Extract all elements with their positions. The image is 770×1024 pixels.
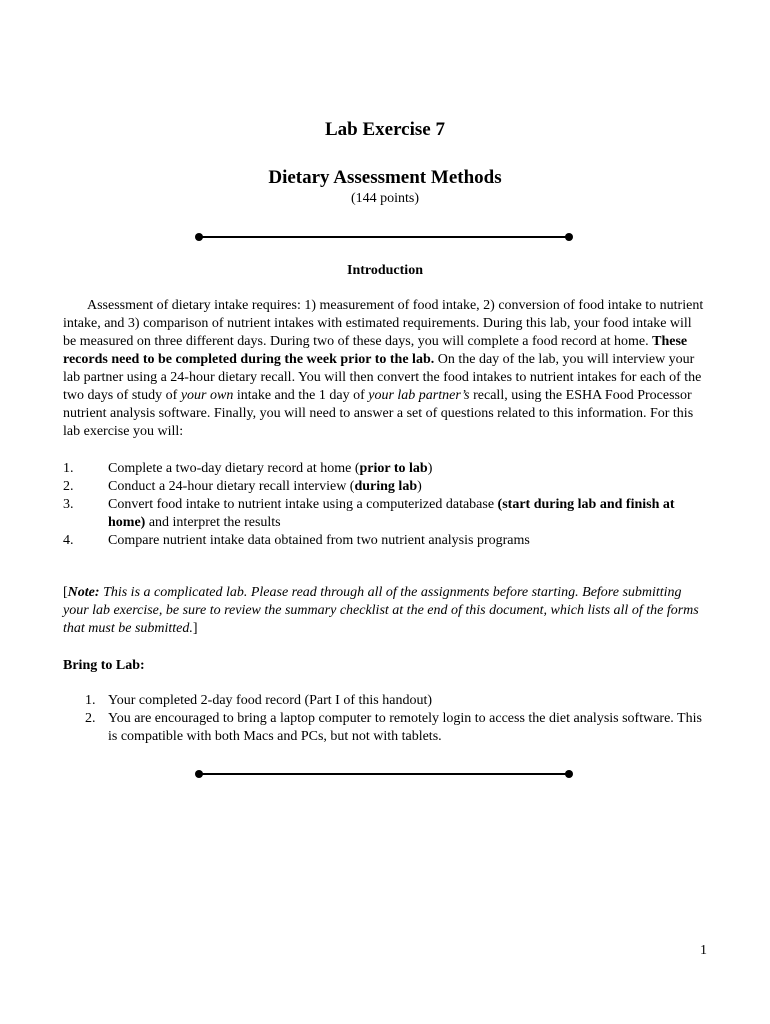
task-item <box>63 460 708 478</box>
note-open-bracket: [ <box>63 585 68 600</box>
intro-text-1: Assessment of dietary intake requires: 1) measurement of food intake, 2) conversion of food intake to nutrient intake, and 3) comparison of nutrient intakes with estimated requirements. During this lab, your food intake will be measured on three different days. During two of these days, you will complete a food record at home. <box>63 298 704 349</box>
intro-text-4: recall, using the ESHA Food Processor nutrient analysis software. Finally, you will need to answer a set of questions related to this information. For this lab exercise you will: <box>63 388 694 439</box>
document-title: Dietary Assessment Methods <box>268 167 502 188</box>
bring-to-lab-heading: Bring to Lab: <box>63 658 145 673</box>
task-after: ) <box>417 479 422 494</box>
task-bold: (start during lab and finish at home) <box>108 497 675 530</box>
bottom-divider <box>195 769 573 779</box>
note-paragraph <box>63 584 708 638</box>
bring-to-lab-list <box>63 692 708 746</box>
task-number: 3. <box>63 497 74 512</box>
task-item <box>63 478 708 496</box>
divider-dot-right <box>565 770 573 778</box>
intro-italic-own: your own <box>180 388 234 403</box>
page-number: 1 <box>700 943 707 958</box>
task-item <box>63 496 708 532</box>
task-bold: prior to lab <box>359 461 428 476</box>
points-subtitle: (144 points) <box>350 191 420 206</box>
note-label: Note: <box>67 585 100 600</box>
lab-title: Lab Exercise 7 <box>325 119 445 140</box>
task-text: Conduct a 24-hour dietary recall interview ( <box>108 479 355 494</box>
bring-item-number: 2. <box>85 711 96 726</box>
note-text: This is a complicated lab. Please read through all of the assignments before starting. Before submitting your lab exercise, be sure to review the summary checklist at the end of this document, which lists all of the forms that must be submitted. <box>63 585 699 636</box>
task-text: Compare nutrient intake data obtained from two nutrient analysis programs <box>108 533 530 548</box>
top-divider <box>195 232 573 242</box>
bring-item <box>63 710 708 746</box>
bring-item-text: Your completed 2-day food record (Part I of this handout) <box>108 693 433 708</box>
intro-text-2: On the day of the lab, you will interview your lab partner using a 24-hour dietary recall. You will then convert the food intakes to nutrient intakes for each of the two days of study of <box>63 352 702 403</box>
task-number: 1. <box>63 461 74 476</box>
divider-line <box>199 773 569 775</box>
task-after: and interpret the results <box>145 515 281 530</box>
bring-item <box>63 692 708 710</box>
task-list <box>63 460 708 550</box>
intro-text-3: intake and the 1 day of <box>233 388 369 403</box>
introduction-paragraph <box>63 297 708 441</box>
note-close-bracket: ] <box>192 621 198 636</box>
task-after: ) <box>427 461 433 476</box>
task-number: 2. <box>63 479 74 494</box>
task-bold: during lab <box>354 479 418 494</box>
task-text: Convert food intake to nutrient intake using a computerized database <box>108 497 498 512</box>
task-number: 4. <box>63 533 74 548</box>
intro-bold-deadline: These records need to be completed during the week prior to the lab. <box>63 334 688 367</box>
bring-item-text: You are encouraged to bring a laptop computer to remotely login to access the diet analysis software. This is compatible with both Macs and PCs, but not with tablets. <box>108 711 702 744</box>
intro-italic-partner: your lab partner’s <box>368 388 470 403</box>
bring-item-number: 1. <box>85 693 96 708</box>
introduction-heading: Introduction <box>347 263 423 278</box>
task-item <box>63 532 708 550</box>
divider-dot-right <box>565 233 573 241</box>
task-text: Complete a two-day dietary record at home ( <box>108 461 360 476</box>
divider-line <box>199 236 569 238</box>
